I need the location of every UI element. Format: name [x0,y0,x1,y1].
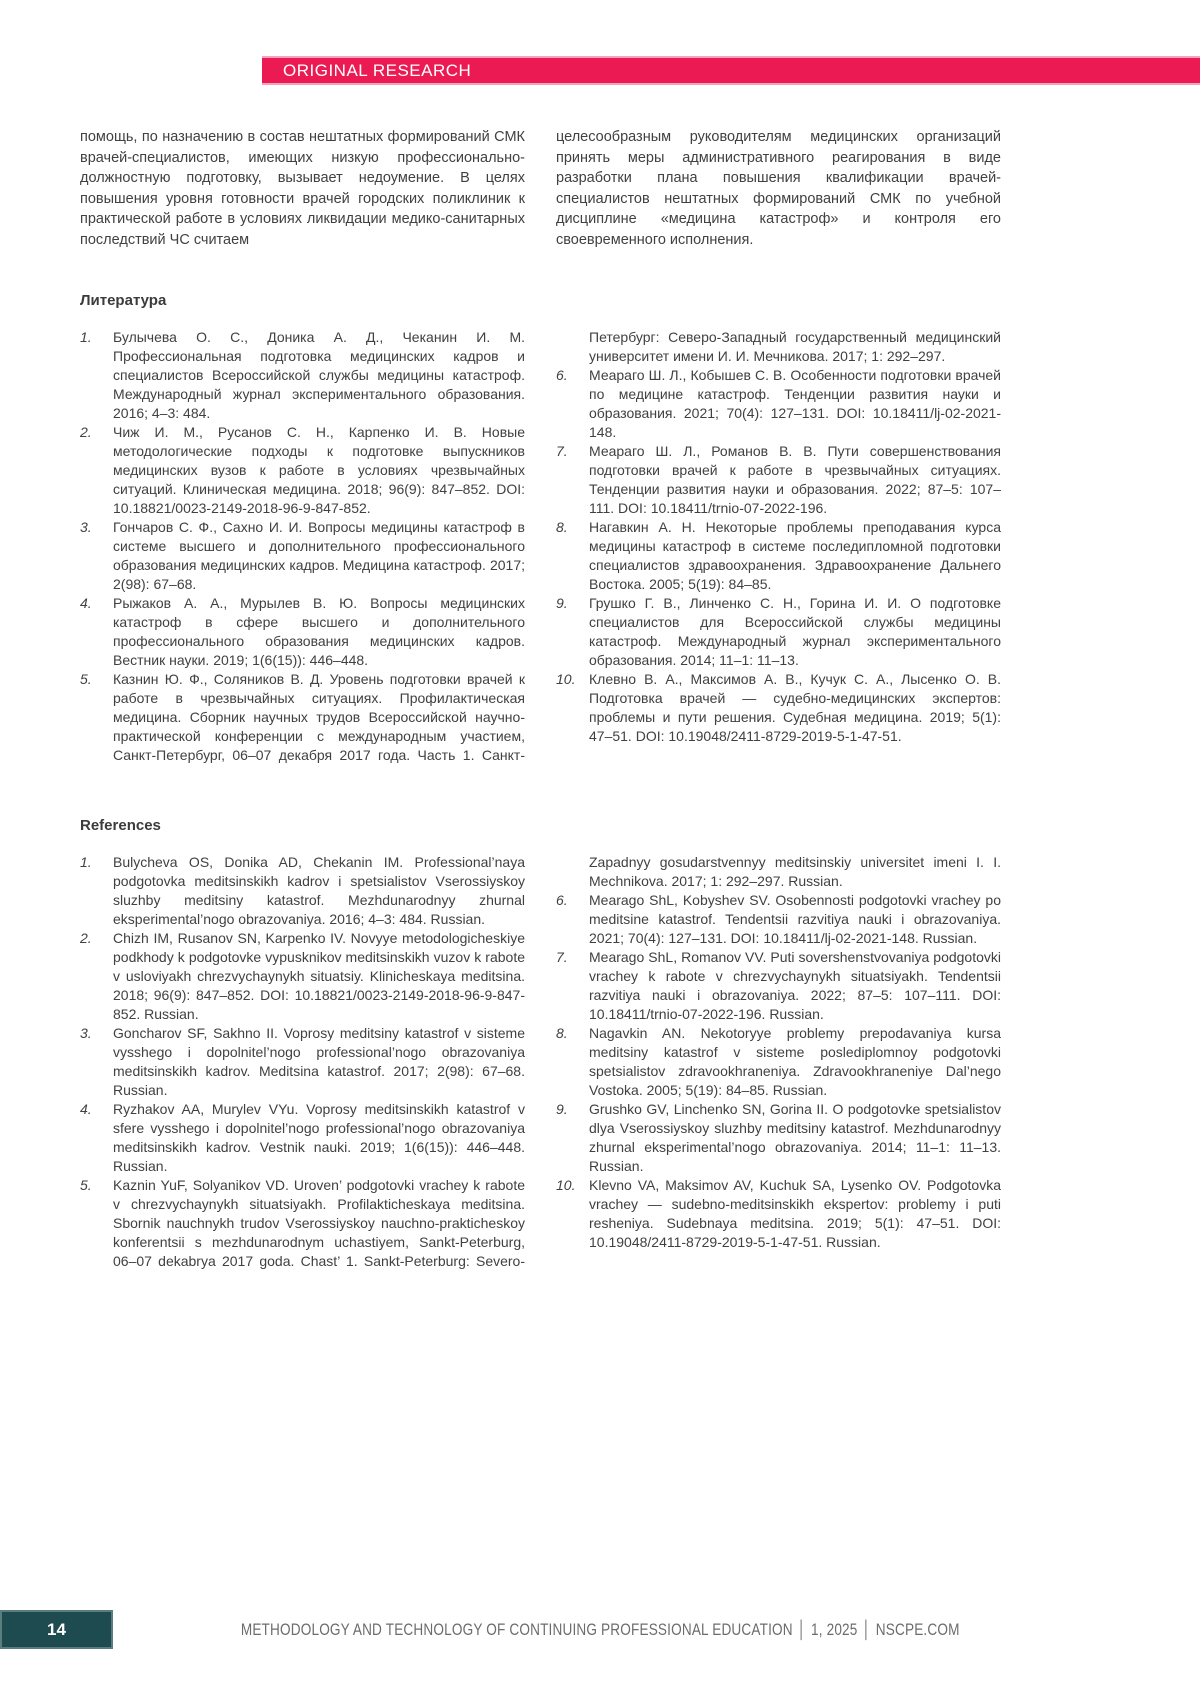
footer-running-title [0,1620,1200,1640]
footer-separator: │ [862,1620,871,1639]
reference-number: 4. [80,1101,92,1117]
literature-list [80,328,1001,765]
reference-item [556,1100,1001,1176]
reference-text: Гончаров С. Ф., Сахно И. И. Вопросы медицины катастроф в системе высшего и дополнительного профессионального образования медицинских кадров. Медицина катастроф. 2017; 2(98): 67–68. [113,519,525,592]
reference-item [80,594,525,670]
reference-item [556,1176,1001,1252]
intro-paragraph-left: помощь, по назначению в состав нештатных формирований СМК врачей-специалистов, имеющих низкую профессионально-должностную подготовку, вызывает недоумение. В целях повышения уровня готовности врачей городских поликлиник к практической работе в условиях ликвидации медико-санитарных последствий ЧС считаем [80,129,525,248]
footer-journal-title: METHODOLOGY AND TECHNOLOGY OF CONTINUING PROFESSIONAL EDUCATION [240,1620,793,1639]
reference-number: 3. [80,519,92,535]
literature-heading: Литература [80,292,167,309]
footer-separator: │ [797,1620,806,1639]
reference-number: 7. [556,443,568,459]
reference-text: Klevno VA, Maksimov AV, Kuchuk SA, Lysenko OV. Podgotovka vrachey — sudebno-meditsinskikh ekspertov: problemy i puti resheniya. Sudebnaya meditsina. 2019; 5(1): 47–51. DOI: 10.19048/2411-8729-2019-5-1-47-51. Russian. [589,1177,1001,1250]
reference-text: Mearago ShL, Kobyshev SV. Osobennosti podgotovki vrachey po meditsine katastrof. Tendentsii razvitiya nauki i obrazovaniya. 2021; 70(4): 127–131. DOI: 10.18411/lj-02-2021-148. Russian. [589,892,1001,946]
reference-number: 9. [556,595,568,611]
reference-text: Ryzhakov AA, Murylev VYu. Voprosy meditsinskikh katastrof v sfere vysshego i dopolnitel’nogo professional’nogo obrazovaniya meditsinskikh kadrov. Vestnik nauki. 2019; 1(6(15)): 446–448. Russian. [113,1101,525,1174]
page-content [80,127,1001,1271]
reference-item [80,518,525,594]
reference-item [556,366,1001,442]
reference-item [556,442,1001,518]
reference-text: Bulycheva OS, Donika AD, Chekanin IM. Professional’naya podgotovka meditsinskikh kadrov i spetsialistov Vserossiyskoy sluzhby meditsiny katastrof. Mezhdunarodnyy zhurnal eksperimental’nogo obrazovaniya. 2016; 4–3: 484. Russian. [113,854,525,927]
reference-number: 6. [556,892,568,908]
reference-item [80,328,525,423]
reference-text: Kaznin YuF, Solyanikov VD. Uroven’ podgotovki vrachey k rabote v chrezvychaynykh situatsiyakh. Profilakticheskaya meditsina. Sbornik nauchnykh trudov Vserossiyskoy nauchno-prakticheskoy konferentsii s mezhdunarodnym uchastiyem, Sankt-Peterburg, 06–07 dekabrya 2017 goda. Chast’ 1. Sankt-Peterburg: Severo-Zapadnyy gosudarstvennyy meditsinskiy universitet imeni I. I. Mechnikova. 2017; 1: 292–297. Russian. [113,854,1001,1269]
reference-number: 5. [80,1177,92,1193]
reference-text: Клевно В. А., Максимов А. В., Кучук С. А., Лысенко О. В. Подготовка врачей — судебно-медицинских экспертов: проблемы и пути решения. Судебная медицина. 2019; 5(1): 47–51. DOI: 10.19048/2411-8729-2019-5-1-47-51. [589,671,1001,744]
reference-text: Казнин Ю. Ф., Соляников В. Д. Уровень подготовки врачей к работе в чрезвычайных ситуациях. Профилактическая медицина. Сборник научных трудов Всероссийской научно-практической конференции с международным участием, Санкт-Петербург, 06–07 декабря 2017 года. Часть 1. Санкт-Петербург: Северо-Западный государственный медицинский университет имени И. И. Мечникова. 2017; 1: 292–297. [113,329,1001,763]
section-banner [262,56,1200,85]
reference-number: 9. [556,1101,568,1117]
reference-number: 2. [80,930,92,946]
reference-number: 6. [556,367,568,383]
reference-item [80,853,525,929]
reference-text: Чиж И. М., Русанов С. Н., Карпенко И. В. Новые методологические подходы к подготовке выпускников медицинских вузов к работе в условиях чрезвычайных ситуаций. Клиническая медицина. 2018; 96(9): 847–852. DOI: 10.18821/0023-2149-2018-96-9-847-852. [113,424,525,516]
reference-number: 1. [80,329,92,345]
reference-text: Chizh IM, Rusanov SN, Karpenko IV. Novyye metodologicheskiye podkhody k podgotovke vypusknikov meditsinskikh vuzov k rabote v usloviyakh chrezvychaynykh situatsiy. Klinicheskaya meditsina. 2018; 96(9): 847–852. DOI: 10.18821/0023-2149-2018-96-9-847-852. Russian. [113,930,525,1022]
reference-text: Grushko GV, Linchenko SN, Gorina II. O podgotovke spetsialistov dlya Vserossiyskoy sluzhby meditsiny katastrof. Mezhdunarodnyy zhurnal eksperimental’nogo obrazovaniya. 2014; 11–1: 11–13. Russian. [589,1101,1001,1174]
page-number: 14 [47,1619,66,1639]
reference-item [80,423,525,518]
footer-website: NSCPE.COM [875,1620,960,1639]
references-heading: References [80,817,161,834]
reference-number: 2. [80,424,92,440]
reference-text: Mearago ShL, Romanov VV. Puti sovershenstvovaniya podgotovki vrachey k rabote v chrezvychaynykh situatsiyakh. Tendentsii razvitiya nauki i obrazovaniya. 2022; 87–5: 107–111. DOI: 10.18411/trnio-07-2022-196. Russian. [589,949,1001,1022]
section-banner-label: ORIGINAL RESEARCH [283,60,472,80]
reference-number: 4. [80,595,92,611]
reference-text: Nagavkin AN. Nekotoryye problemy prepodavaniya kursa meditsiny katastrof v sisteme poslediplomnoy podgotovki spetsialistov zdravookhraneniya. Zdravookhraneniye Dal’nego Vostoka. 2005; 5(19): 84–85. Russian. [589,1025,1001,1098]
reference-text: Goncharov SF, Sakhno II. Voprosy meditsiny katastrof v sisteme vysshego i dopolnitel’nogo professional’nogo obrazovaniya meditsinskikh kadrov. Meditsina katastrof. 2017; 2(98): 67–68. Russian. [113,1025,525,1098]
reference-item [80,1100,525,1176]
reference-text: Рыжаков А. А., Мурылев В. Ю. Вопросы медицинских катастроф в сфере высшего и дополнительного профессионального образования медицинских кадров. Вестник науки. 2019; 1(6(15)): 446–448. [113,595,525,668]
reference-number: 10. [556,1177,576,1193]
reference-number: 5. [80,671,92,687]
footer-issue: 1, 2025 [810,1620,858,1639]
reference-number: 10. [556,671,576,687]
reference-number: 1. [80,854,92,870]
reference-text: Меараго Ш. Л., Кобышев С. В. Особенности подготовки врачей по медицине катастроф. Тенденции развития науки и образования. 2021; 70(4): 127–131. DOI: 10.18411/lj-02-2021-148. [589,367,1001,440]
reference-item [556,594,1001,670]
reference-item [556,518,1001,594]
reference-item [556,948,1001,1024]
reference-item [556,670,1001,746]
reference-text: Грушко Г. В., Линченко С. Н., Горина И. И. О подготовке специалистов для Всероссийской службы медицины катастроф. Международный журнал экспериментального образования. 2014; 11–1: 11–13. [589,595,1001,668]
reference-item [556,891,1001,948]
reference-item [80,929,525,1024]
reference-item [80,1024,525,1100]
references-list [80,853,1001,1271]
footer-text [241,1620,960,1640]
reference-number: 7. [556,949,568,965]
reference-text: Булычева О. С., Доника А. Д., Чеканин И. М. Профессиональная подготовка медицинских кадров и специалистов Всероссийской службы медицины катастроф. Международный журнал экспериментального образования. 2016; 4–3: 484. [113,329,525,421]
intro-paragraph-right: целесообразным руководителям медицинских организаций принять меры административного реагирования в виде разработки плана повышения квалификации врачей-специалистов нештатных формирований СМК по учебной дисциплине «медицина катастроф» и контроля его своевременного исполнения. [556,129,1001,248]
intro-paragraphs [80,127,1001,250]
reference-number: 3. [80,1025,92,1041]
reference-text: Нагавкин А. Н. Некоторые проблемы преподавания курса медицины катастроф в системе последипломной подготовки специалистов здравоохранения. Здравоохранение Дальнего Востока. 2005; 5(19): 84–85. [589,519,1001,592]
reference-item [556,1024,1001,1100]
reference-number: 8. [556,1025,568,1041]
reference-text: Меараго Ш. Л., Романов В. В. Пути совершенствования подготовки врачей к работе в чрезвычайных ситуациях. Тенденции развития науки и образования. 2022; 87–5: 107–111. DOI: 10.18411/trnio-07-2022-196. [589,443,1001,516]
reference-number: 8. [556,519,568,535]
